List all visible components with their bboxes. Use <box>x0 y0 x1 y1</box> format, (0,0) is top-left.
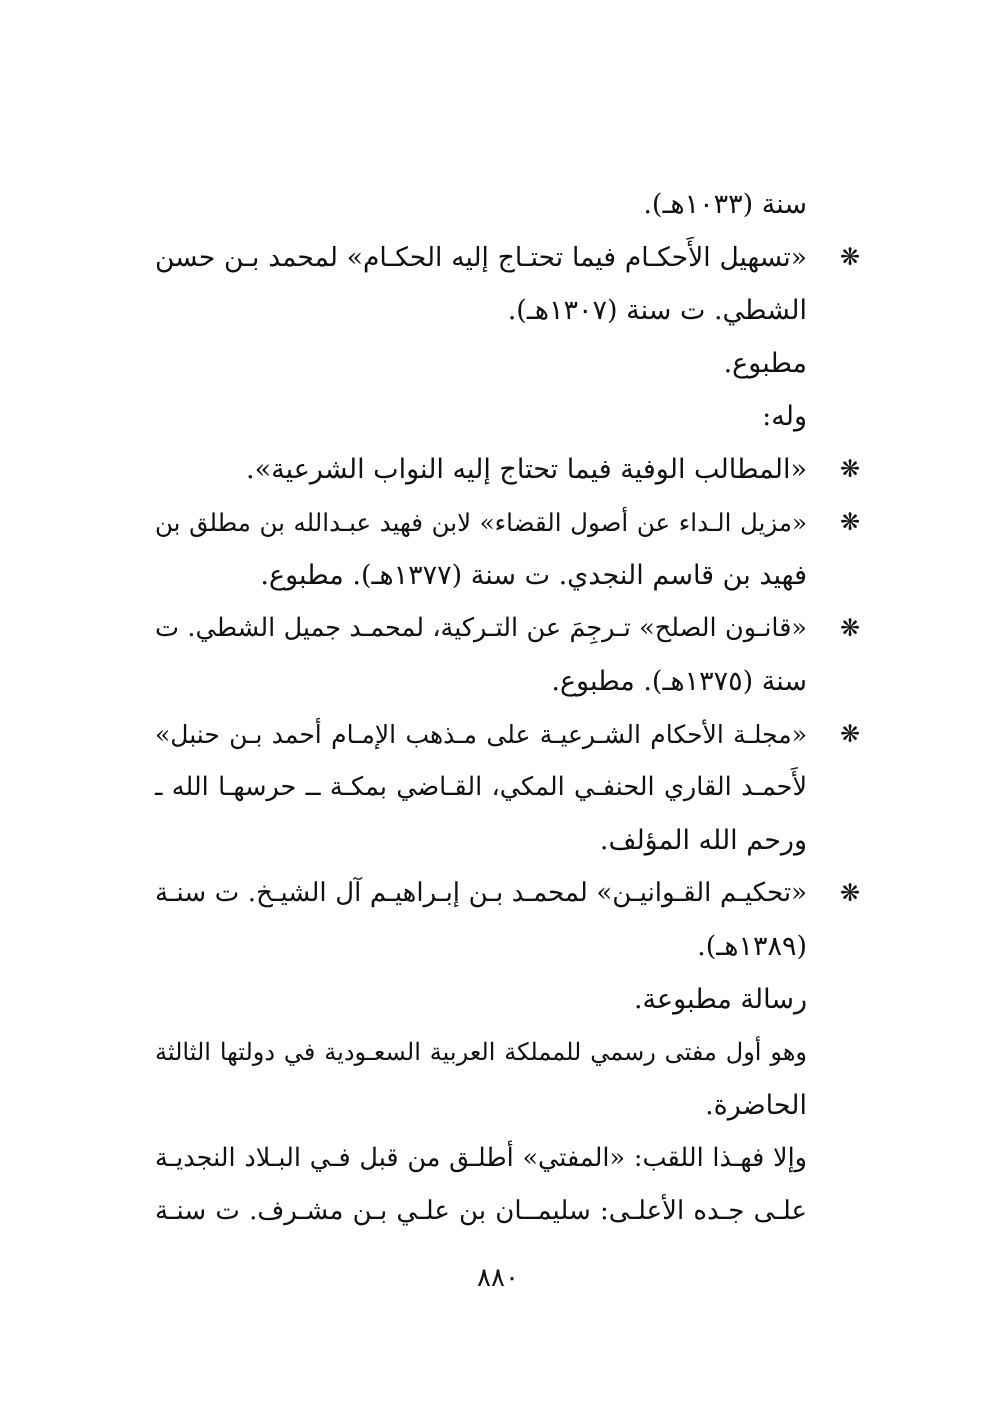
body-text <box>155 178 807 1238</box>
text-line: «تسهيل الأَحكـام فيما تحتـاج إليه الحكـام» لمحمد بـن حسن <box>155 242 807 273</box>
text-line: «قانـون الصلح» تـرجِمَ عن التـركية، لمحمـد جميل الشطي. ت <box>155 613 807 643</box>
text-line: سنة (١٣٧٥هـ). مطبوع. <box>551 666 807 697</box>
text-line: فهيد بن قاسم النجدي. ت سنة (١٣٧٧هـ). مطبوع. <box>260 560 807 591</box>
text-line: وإلا فهـذا اللقب: «المفتي» أطلـق من قبل فـي البـلاد النجديـة <box>155 1143 807 1173</box>
text-line: لأَحمـد القاري الحنفـي المكي، القـاضي بمكـة ــ حرسهـا الله ـ <box>155 772 807 802</box>
text-line: (١٣٨٩هـ). <box>697 931 807 962</box>
text-line: ورحم الله المؤلف. <box>599 825 807 856</box>
text-line: «المطالب الوفية فيما تحتاج إليه النواب الشرعية». <box>246 454 807 485</box>
text-line: مطبوع. <box>723 348 807 379</box>
text-line: الشطي. ت سنة (١٣٠٧هـ). <box>507 295 807 326</box>
bullet-marker: ❋ <box>839 508 861 536</box>
bullet-marker: ❋ <box>839 614 861 642</box>
text-line: «تحكيـم القـوانيـن» لمحمـد بـن إبـراهيـم آل الشيـخ. ت سنـة <box>155 878 807 908</box>
text-line: علـى جـده الأعلـى: سليمــان بن علـي بـن مشـرف. ت سنـة <box>155 1196 807 1226</box>
bullet-marker: ❋ <box>839 243 861 271</box>
bullet-marker: ❋ <box>839 455 861 483</box>
text-line: رسالة مطبوعة. <box>633 984 807 1015</box>
page-number: ٨٨٠ <box>477 1263 519 1293</box>
bullet-marker: ❋ <box>839 720 861 748</box>
text-line: «مزيل الـداء عن أصول القضاء» لابن فهيد عبـدالله بن مطلق بن <box>155 508 807 537</box>
text-line: وهو أول مفتى رسمي للمملكة العربية السعـودية في دولتها الثالثة <box>155 1038 807 1066</box>
text-line: «مجلـة الأحكام الشـرعيـة على مـذهب الإمـام أحمد بـن حنبل» <box>155 720 807 749</box>
bullet-marker: ❋ <box>839 879 861 907</box>
text-line: الحاضرة. <box>705 1090 807 1121</box>
text-line: سنة (١٠٣٣هـ). <box>643 189 807 220</box>
text-line: وله: <box>762 401 807 432</box>
